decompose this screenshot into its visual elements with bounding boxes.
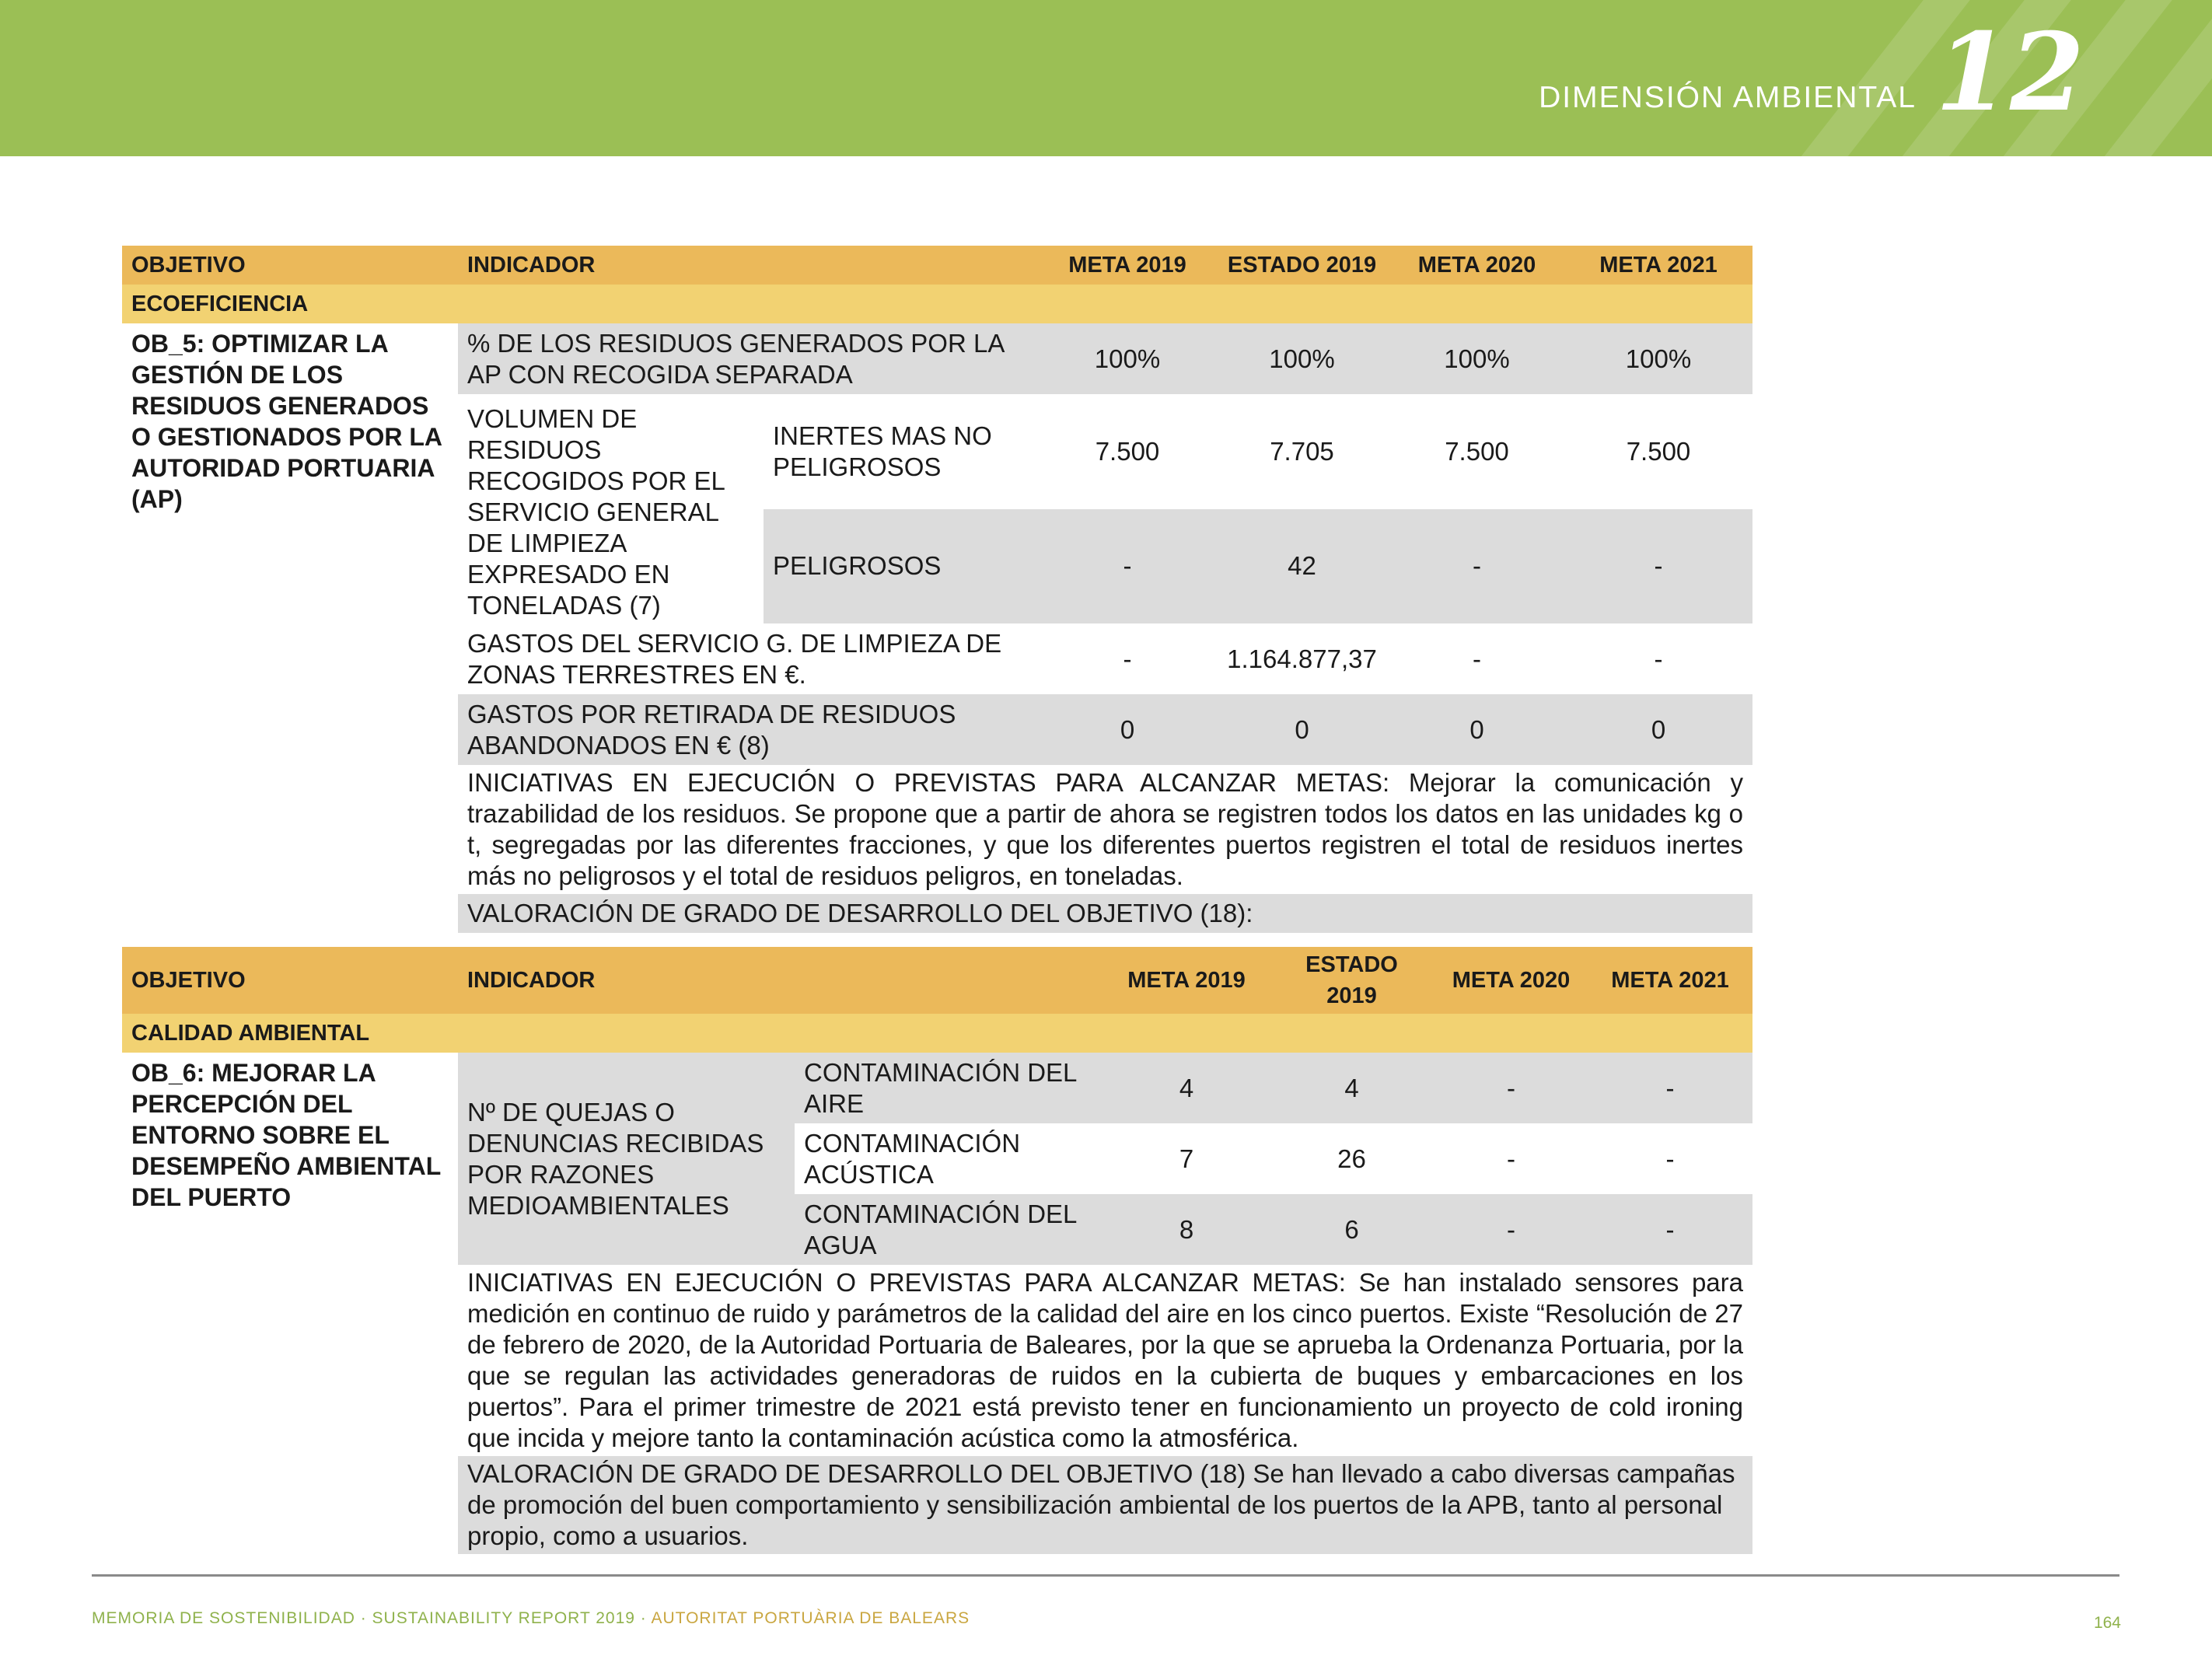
value-estado-2019: 6 <box>1269 1194 1434 1265</box>
category-label: CALIDAD AMBIENTAL <box>122 1014 1752 1053</box>
value-meta-2021: - <box>1564 509 1752 624</box>
sub-indicator-cell: CONTAMINACIÓN ACÚSTICA <box>804 1128 1021 1189</box>
value-estado-2019: 100% <box>1214 323 1389 394</box>
footer-report-name: MEMORIA DE SOSTENIBILIDAD · SUSTAINABILITY REPORT 2019 · <box>92 1609 652 1627</box>
indicator-cell: GASTOS DEL SERVICIO G. DE LIMPIEZA DE ZONAS TERRESTRES EN €. <box>467 628 1002 689</box>
col-header-estado-2019: ESTADO 2019 <box>1269 947 1434 1014</box>
col-header-indicador: INDICADOR <box>458 246 1040 285</box>
page-header-band <box>0 0 2212 156</box>
value-estado-2019: 0 <box>1214 694 1389 765</box>
footer-text <box>92 1609 970 1628</box>
initiatives-text: INICIATIVAS EN EJECUCIÓN O PREVISTAS PARA ALCANZAR METAS: Mejorar la comunicación y trazabilidad de los residuos. Se propone que a partir de ahora se registren todos los datos en las unidades kg o t, segregadas por las diferentes fracciones, y que los diferentes puertos registren el total de residuos inertes más no peligrosos y el total de residuos peligros, en toneladas. <box>467 768 1743 890</box>
sub-indicator-cell: INERTES MAS NO PELIGROSOS <box>773 421 992 481</box>
col-header-meta-2019: META 2019 <box>1104 947 1269 1014</box>
section-title: DIMENSIÓN AMBIENTAL <box>1539 81 1917 114</box>
table-header-row <box>122 246 1752 285</box>
value-meta-2019: 0 <box>1040 694 1214 765</box>
value-estado-2019: 26 <box>1337 1144 1366 1173</box>
objectives-table-calidad-ambiental <box>122 947 1752 1554</box>
value-meta-2021: - <box>1654 644 1663 673</box>
value-estado-2019: 42 <box>1214 509 1389 624</box>
initiatives-text: INICIATIVAS EN EJECUCIÓN O PREVISTAS PARA ALCANZAR METAS: Se han instalado sensores para medición en continuo de ruido y parámetros de la calidad del aire en los cinco puertos. Existe “Resolución de 27 de febrero de 2020, de la Autoridad Portuaria de Baleares, por la que se aprueba la Ordenanza Portuaria, por la que se regulan las actividades generadoras de ruidos en la cubierta de buques y embarcaciones en los puertos”. Para el primer trimestre de 2021 está previsto tener en funcionamiento un proyecto de cold ironing que incida y mejore tanto la contaminación acústica como la atmosférica. <box>467 1268 1743 1452</box>
category-row <box>122 285 1752 323</box>
value-meta-2021: - <box>1588 1194 1752 1265</box>
indicator-group-cell: Nº DE QUEJAS O DENUNCIAS RECIBIDAS POR RAZONES MEDIOAMBIENTALES <box>458 1053 795 1265</box>
objectives-table-ecoeficiencia <box>122 246 1752 933</box>
value-meta-2020: - <box>1507 1144 1515 1173</box>
indicator-group-cell: VOLUMEN DE RESIDUOS RECOGIDOS POR EL SERVICIO GENERAL DE LIMPIEZA EXPRESADO EN TONELADAS (7) <box>467 404 725 620</box>
footer-divider <box>92 1574 2119 1577</box>
value-meta-2020: 100% <box>1389 323 1564 394</box>
table-row <box>122 323 1752 394</box>
value-meta-2020: - <box>1434 1053 1588 1123</box>
value-estado-2019: 7.705 <box>1270 436 1334 466</box>
value-meta-2019: 7.500 <box>1095 436 1160 466</box>
objective-cell: OB_5: OPTIMIZAR LA GESTIÓN DE LOS RESIDUOS GENERADOS O GESTIONADOS POR LA AUTORIDAD PORTUARIA (AP) <box>131 330 442 513</box>
value-estado-2019: 4 <box>1269 1053 1434 1123</box>
footer-organization: AUTORITAT PORTUÀRIA DE BALEARS <box>651 1609 970 1627</box>
chapter-number: 12 <box>1934 9 2084 135</box>
value-meta-2021: - <box>1665 1144 1675 1173</box>
category-label: ECOEFICIENCIA <box>122 285 1752 323</box>
value-meta-2021: 100% <box>1564 323 1752 394</box>
value-meta-2019: 100% <box>1040 323 1214 394</box>
value-meta-2020: 0 <box>1389 694 1564 765</box>
objective-cell: OB_6: MEJORAR LA PERCEPCIÓN DEL ENTORNO SOBRE EL DESEMPEÑO AMBIENTAL DEL PUERTO <box>131 1059 441 1211</box>
sub-indicator-cell: CONTAMINACIÓN DEL AIRE <box>795 1053 1104 1123</box>
col-header-meta-2021: META 2021 <box>1588 947 1752 1014</box>
col-header-objetivo: OBJETIVO <box>122 947 458 1014</box>
col-header-estado-2019: ESTADO 2019 <box>1214 246 1389 285</box>
col-header-meta-2021: META 2021 <box>1564 246 1752 285</box>
page-number: 164 <box>2093 1614 2121 1632</box>
value-meta-2020: 7.500 <box>1445 436 1509 466</box>
col-header-objetivo: OBJETIVO <box>122 246 458 285</box>
value-estado-2019: 1.164.877,37 <box>1227 644 1377 673</box>
value-meta-2021: 7.500 <box>1626 436 1691 466</box>
category-row <box>122 1014 1752 1053</box>
value-meta-2019: 4 <box>1104 1053 1269 1123</box>
table-header-row <box>122 947 1752 1014</box>
table-row <box>122 1053 1752 1123</box>
value-meta-2020: - <box>1389 509 1564 624</box>
value-meta-2021: 0 <box>1564 694 1752 765</box>
value-meta-2019: 8 <box>1104 1194 1269 1265</box>
col-header-meta-2020: META 2020 <box>1434 947 1588 1014</box>
value-meta-2019: - <box>1040 509 1214 624</box>
sub-indicator-cell: PELIGROSOS <box>764 509 1040 624</box>
indicator-cell: GASTOS POR RETIRADA DE RESIDUOS ABANDONADOS EN € (8) <box>458 694 1040 765</box>
indicator-cell: % DE LOS RESIDUOS GENERADOS POR LA AP CON RECOGIDA SEPARADA <box>458 323 1040 394</box>
assessment-text: VALORACIÓN DE GRADO DE DESARROLLO DEL OBJETIVO (18): <box>458 894 1752 933</box>
value-meta-2020: - <box>1473 644 1481 673</box>
assessment-text: VALORACIÓN DE GRADO DE DESARROLLO DEL OBJETIVO (18) Se han llevado a cabo diversas campañas de promoción del buen comportamiento y sensibilización ambiental de los puertos de la APB, tanto al personal propio, como a usuarios. <box>458 1456 1752 1554</box>
sub-indicator-cell: CONTAMINACIÓN DEL AGUA <box>795 1194 1104 1265</box>
value-meta-2020: - <box>1434 1194 1588 1265</box>
col-header-meta-2020: META 2020 <box>1389 246 1564 285</box>
col-header-meta-2019: META 2019 <box>1040 246 1214 285</box>
value-meta-2019: 7 <box>1179 1144 1194 1173</box>
col-header-indicador: INDICADOR <box>458 947 1104 1014</box>
value-meta-2019: - <box>1123 644 1132 673</box>
value-meta-2021: - <box>1588 1053 1752 1123</box>
